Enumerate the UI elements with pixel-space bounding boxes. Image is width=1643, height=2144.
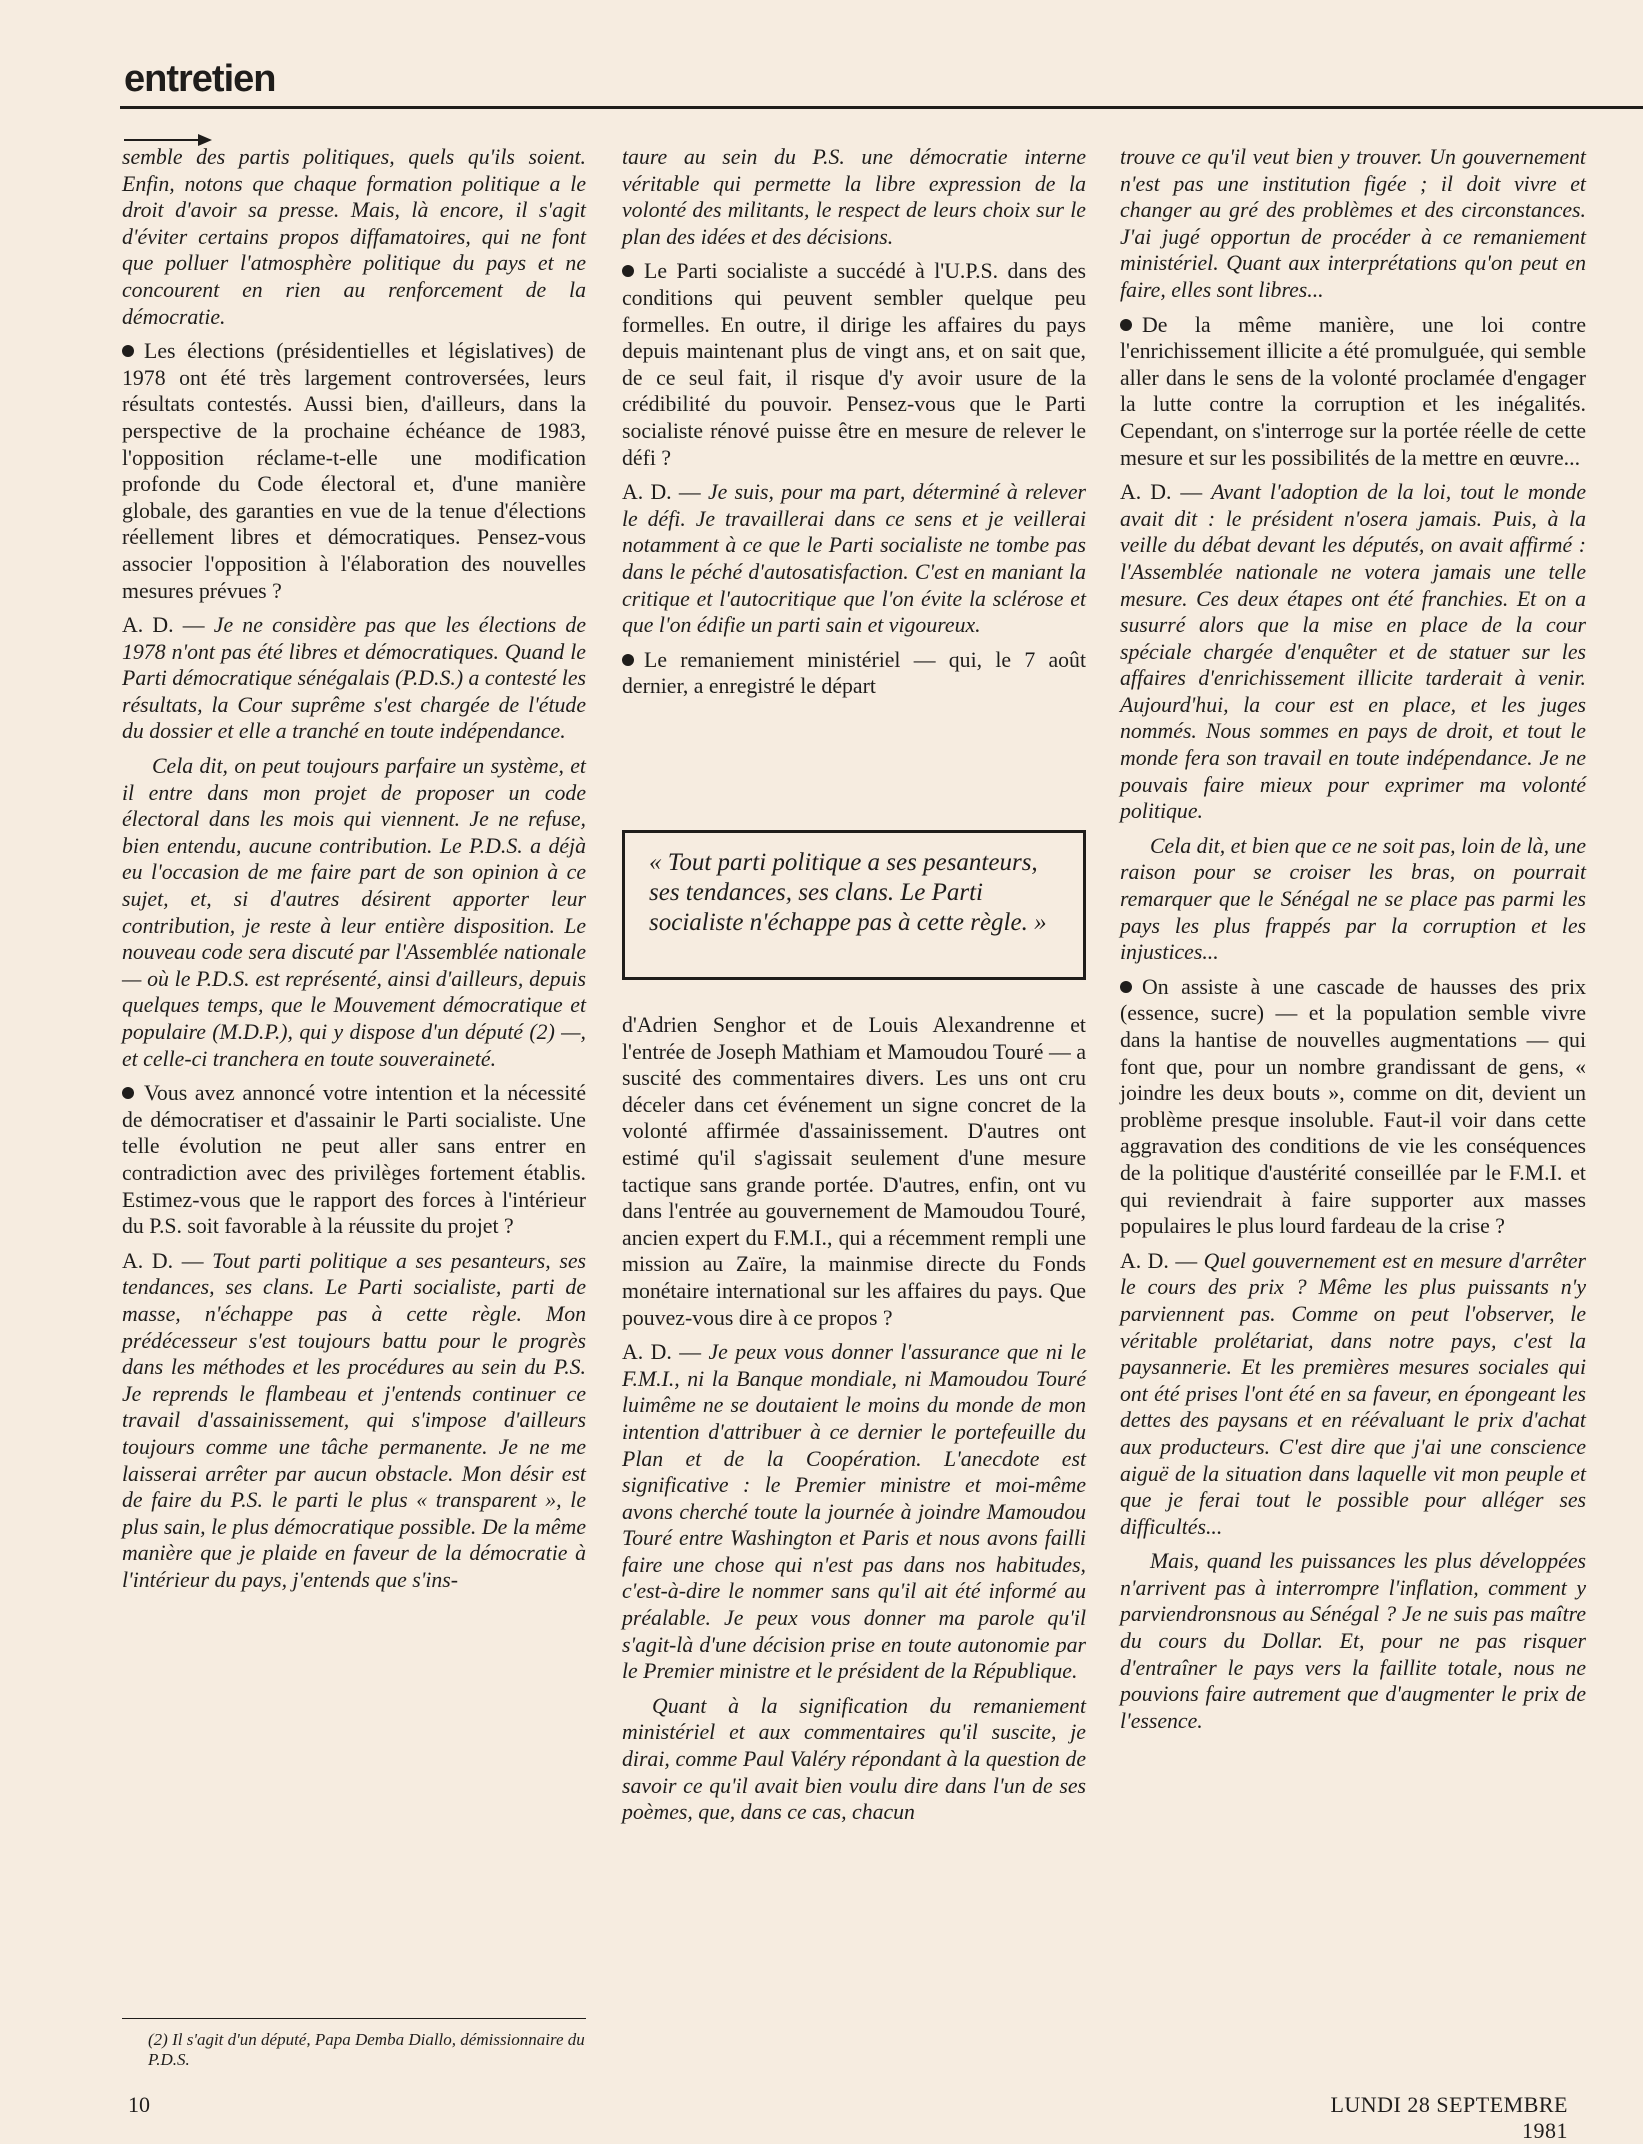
article-column-2: [622, 144, 1086, 708]
bullet-icon: [622, 654, 634, 666]
answer-paragraph: [122, 612, 586, 745]
answer-text: Je peux vous donner l'assurance que ni le F.M.I., ni la Banque mondiale, ni Mamoudou Touré luimême ne se doutaient le moins du monde de mon intention d'attribuer à ce dernier le portefeuille du Plan et de la Coopération. L'anecdote est significative : le Premier ministre et moi-même avons cherché toute la journée à joindre Mamoudou Touré entre Washington et Paris et nous avons failli faire une chose qui n'est pas dans nos habitudes, c'est-à-dire le nommer sans qu'il ait été informé au préalable. Je peux vous donner ma parole qu'il s'agit-là d'une décision prise en toute autonomie par le Premier ministre et le président de la République.: [622, 1340, 1086, 1684]
speaker-lead: A. D. —: [622, 1340, 709, 1365]
answer-text: Je suis, pour ma part, déterminé à relever le défi. Je travaillerai dans ce sens et je veillerai notamment à ce que le Parti socialiste ne tombe pas dans le péché d'autosatisfaction. C'est en maniant la critique et l'autocritique que l'on évite la sclérose et que l'on édifie un parti sain et vigoureux.: [622, 480, 1086, 638]
answer-paragraph: Mais, quand les puissances les plus développées n'arrivent pas à interrompre l'inflation, comment y parviendronsnous au Sénégal ? Je ne suis pas maître du cours du Dollar. Et, pour ne pas risquer d'entraîner le pays vers la faillite totale, nous ne pouvions faire autrement que d'augmenter le prix de l'essence.: [1120, 1549, 1586, 1733]
answer-paragraph: Cela dit, on peut toujours parfaire un système, et il entre dans mon projet de proposer un code électoral dans les mois qui viennent. Je ne refuse, bien entendu, aucune contribution. Le P.D.S. a déjà eu l'occasion de me faire part de son opinion à ce sujet, et, si d'autres désirent apporter leur contribution, je reste à leur entière disposition. Le nouveau code sera discuté par l'Assemblée nationale — où le P.D.S. est représenté, ainsi d'ailleurs, depuis quelques temps, que le Mouvement démocratique et populaire (M.D.P.), qui y dispose d'un député (2) —, et celle-ci tranchera en toute souveraineté.: [122, 754, 586, 1071]
answer-paragraph: [622, 479, 1086, 639]
speaker-lead: A. D. —: [1120, 1248, 1204, 1273]
answer-text: Tout parti politique a ses pesanteurs, ses tendances, ses clans. Le Parti socialiste, parti de masse, n'échappe pas à cette règle. Mon prédécesseur s'est toujours battu pour le progrès dans les méthodes et les procédures au sein du P.S. Je reprends le flambeau et j'entends continuer ce travail d'assainissement, qui s'impose d'ailleurs toujours comme une tâche permanente. Je ne me laisserai arrêter par aucun obstacle. Mon désir est de faire du P.S. le parti le plus « transparent », le plus sain, le plus démocratique possible. De la même manière que je plaide en faveur de la démocratie à l'intérieur du pays, j'entends que s'ins-: [122, 1248, 586, 1592]
article-column-2-continued: [622, 1012, 1086, 1834]
footnote-rule: [122, 2018, 586, 2019]
bullet-icon: [1120, 319, 1132, 331]
footnote: (2) Il s'agit d'un député, Papa Demba Diallo, démissionnaire du P.D.S.: [148, 2030, 585, 2069]
speaker-lead: A. D. —: [122, 613, 214, 638]
answer-text: Avant l'adoption de la loi, tout le monde avait dit : le président n'osera jamais. Puis, à la veille du débat devant les députés, on avait affirmé : l'Assemblée nationale ne votera jamais une telle mesure. Ces deux étapes ont été franchies. Et on a susurré alors que la mise en place de la cour spéciale chargée d'enquêter et de statuer sur les affaires d'enrichissement illicite tarderait à venir. Aujourd'hui, la cour est en place, et les juges nommés. Nous sommes en pays de droit, et tout le monde fera son travail en toute indépendance. Je ne pouvais faire mieux pour exprimer ma volonté politique.: [1120, 480, 1586, 824]
page-number: 10: [128, 2092, 150, 2117]
answer-paragraph: trouve ce qu'il veut bien y trouver. Un gouvernement n'est pas une institution figée ; il doit vivre et changer au gré des problèmes et des circonstances. J'ai jugé opportun de procéder à ce remaniement ministériel. Quant aux interprétations qu'on peut en faire, elles sont libres...: [1120, 145, 1586, 302]
article-column-1: [122, 144, 586, 1601]
pull-quote: « Tout parti politique a ses pesanteurs, ses tendances, ses clans. Le Parti socialiste n'échappe pas à cette règle. »: [622, 830, 1086, 980]
bullet-icon: [122, 1087, 134, 1099]
question-text: Le Parti socialiste a succédé à l'U.P.S. dans des conditions qui peuvent sembler quelque peu formelles. En outre, il dirige les affaires du pays depuis maintenant plus de vingt ans, et on sait que, de ce seul fait, il risque d'y avoir usure de la crédibilité du pouvoir. Pensez-vous que le Parti socialiste rénové puisse être en mesure de relever le défi ?: [622, 259, 1086, 470]
question-text: De la même manière, une loi contre l'enrichissement illicite a été promulguée, qui semble aller dans le sens de la volonté proclamée d'engager la lutte contre la corruption et les inégalités. Cependant, on s'interroge sur la portée réelle de cette mesure et sur les possibilités de la mettre en œuvre...: [1120, 312, 1586, 470]
question-paragraph: [622, 258, 1086, 471]
question-text: Les élections (présidentielles et législatives) de 1978 ont été très largement controversées, leurs résultats contestés. Aussi bien, d'ailleurs, dans la perspective de la prochaine échéance de 1983, l'opposition réclame-t-elle une modification profonde du Code électoral et, d'une manière globale, des garanties en vue de la tenue d'élections réellement libres et démocratiques. Pensez-vous associer l'opposition à l'élaboration des nouvelles mesures prévues ?: [122, 339, 586, 603]
header-rule: [120, 106, 1643, 109]
speaker-lead: A. D. —: [622, 480, 708, 505]
question-text: On assiste à une cascade de hausses des prix (essence, sucre) — et la population semble vivre dans la hantise de nouvelles augmentations — qui font que, pour un nombre grandissant de gens, « joindre les deux bouts », comme on dit, devient un problème presque insoluble. Faut-il voir dans cette aggravation des conditions de vie les conséquences de la politique d'austérité conseillée par le F.M.I. et qui reviendrait à faire supporter aux masses populaires le plus lourd fardeau de la crise ?: [1120, 974, 1586, 1239]
answer-paragraph: Quant à la signification du remaniement ministériel et aux commentaires qu'il suscite, je dirai, comme Paul Valéry répondant à la question de savoir ce qu'il avait bien voulu dire dans l'un de ses poèmes, que, dans ce cas, chacun: [622, 1693, 1086, 1825]
answer-paragraph: Cela dit, et bien que ce ne soit pas, loin de là, une raison pour se croiser les bras, on pourrait remarquer que le Sénégal ne se place pas parmi les pays les plus frappés par la corruption et les injustices...: [1120, 833, 1586, 965]
question-paragraph: [122, 338, 586, 604]
answer-paragraph: semble des partis politiques, quels qu'ils soient. Enfin, notons que chaque formation politique a le droit d'avoir sa presse. Mais, là encore, il s'agit d'éviter certains propos diffamatoires, qui ne font que polluer l'atmosphère politique du pays et ne concourent en rien au renforcement de la démocratie.: [122, 145, 586, 329]
answer-paragraph: [1120, 1248, 1586, 1541]
question-text: Vous avez annoncé votre intention et la nécessité de démocratiser et d'assainir le Parti socialiste. Une telle évolution ne peut aller sans entrer en contradiction avec des privilèges fortement établis. Estimez-vous que le rapport des forces à l'intérieur du P.S. soit favorable à la réussite du projet ?: [122, 1081, 586, 1239]
question-paragraph: d'Adrien Senghor et de Louis Alexandrenne et l'entrée de Joseph Mathiam et Mamoudou Touré — a suscité des commentaires divers. Les uns ont cru déceler dans cet événement un signe concret de la volonté affirmée d'assainissement. D'autres ont estimé qu'il s'agissait seulement d'une mesure tactique sans grande portée. D'autres, enfin, ont vu dans l'entrée au gouvernement de Mamoudou Touré, ancien expert du F.M.I., qui a récemment rempli une mission au Zaïre, la mainmise directe du Fonds monétaire international sur les affaires du pays. Que pouvez-vous dire à ce propos ?: [622, 1013, 1086, 1330]
section-rubric: entretien: [124, 58, 276, 100]
answer-paragraph: taure au sein du P.S. une démocratie interne véritable qui permette la libre expression de la volonté des militants, le respect de leurs choix sur le plan des idées et des décisions.: [622, 145, 1086, 249]
answer-paragraph: [622, 1339, 1086, 1685]
speaker-lead: A. D. —: [122, 1248, 213, 1273]
speaker-lead: A. D. —: [1120, 480, 1212, 505]
question-text: Le remaniement ministériel — qui, le 7 août dernier, a enregistré le départ: [622, 647, 1086, 699]
bullet-icon: [122, 345, 134, 357]
question-paragraph: [1120, 974, 1586, 1240]
answer-paragraph: [1120, 479, 1586, 825]
article-column-3: [1120, 144, 1586, 1742]
question-paragraph: [622, 647, 1086, 700]
question-paragraph: [122, 1080, 586, 1240]
answer-text: Quel gouvernement est en mesure d'arrêter le cours des prix ? Même les plus puissants n'y parviennent pas. Comme on peut l'observer, le véritable prolétariat, dans notre pays, c'est la paysannerie. Et les premières mesures sociales qui ont été prises l'ont été en sa faveur, en épongeant les dettes des paysans et en réévaluant le prix d'achat aux producteurs. C'est dire que j'ai une conscience aiguë de la situation dans laquelle vit mon peuple et que je ferai tout le possible pour alléger ses difficultés...: [1120, 1248, 1586, 1539]
answer-text: Je ne considère pas que les élections de 1978 n'ont pas été libres et démocratiques. Quand le Parti démocratique sénégalais (P.D.S.) a contesté les résultats, la Cour suprême s'est chargée de l'étude du dossier et elle a tranché en toute indépendance.: [122, 613, 586, 744]
question-paragraph: [1120, 312, 1586, 472]
answer-paragraph: [122, 1248, 586, 1594]
bullet-icon: [1120, 981, 1132, 993]
issue-date: LUNDI 28 SEPTEMBRE 1981: [1330, 2092, 1568, 2143]
bullet-icon: [622, 265, 634, 277]
